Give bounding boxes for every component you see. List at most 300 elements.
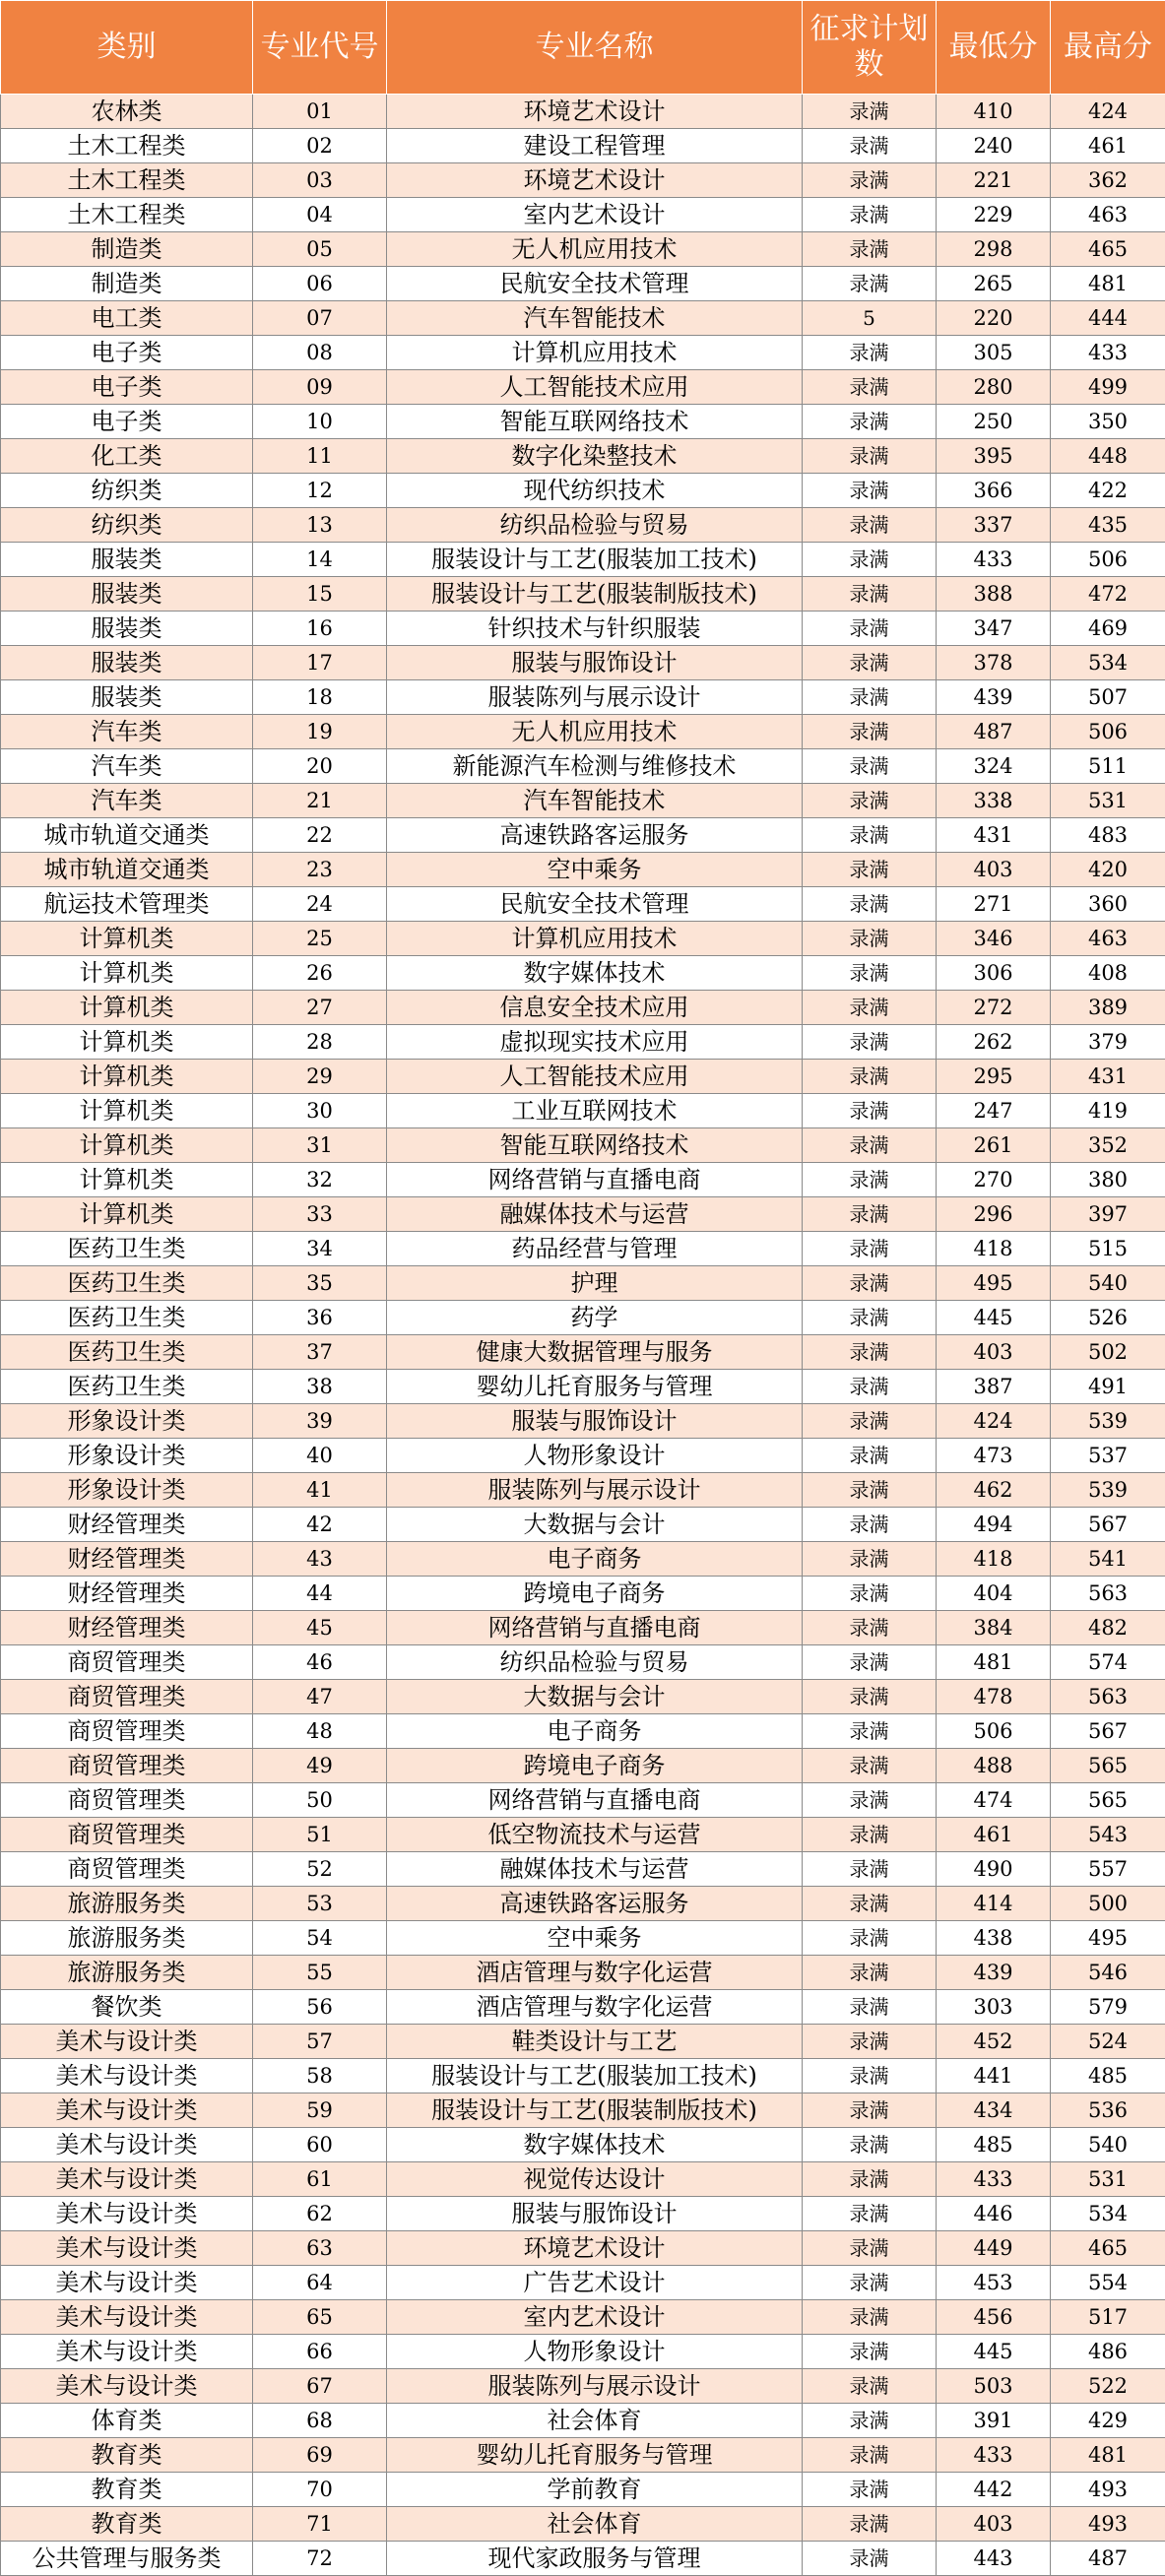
cell-major-name: 电子商务 bbox=[387, 1542, 803, 1577]
cell-major-name: 融媒体技术与运营 bbox=[387, 1852, 803, 1887]
cell-major-name: 服装陈列与展示设计 bbox=[387, 2369, 803, 2404]
cell-plan-count: 录满 bbox=[803, 1852, 937, 1887]
cell-major-code: 28 bbox=[253, 1025, 387, 1060]
cell-plan-count: 录满 bbox=[803, 1473, 937, 1508]
cell-category: 计算机类 bbox=[1, 1094, 253, 1128]
cell-major-name: 跨境电子商务 bbox=[387, 1749, 803, 1783]
table-row bbox=[1, 1370, 1165, 1404]
cell-min-score: 449 bbox=[937, 2231, 1051, 2266]
cell-min-score: 271 bbox=[937, 887, 1051, 922]
cell-category: 服装类 bbox=[1, 680, 253, 715]
cell-plan-count: 录满 bbox=[803, 1818, 937, 1852]
cell-plan-count: 录满 bbox=[803, 2093, 937, 2128]
cell-category: 计算机类 bbox=[1, 922, 253, 956]
table-row bbox=[1, 2473, 1165, 2507]
cell-plan-count: 录满 bbox=[803, 2162, 937, 2197]
cell-major-name: 纺织品检验与贸易 bbox=[387, 508, 803, 543]
table-row bbox=[1, 301, 1165, 336]
cell-major-name: 无人机应用技术 bbox=[387, 232, 803, 267]
cell-plan-count: 录满 bbox=[803, 2369, 937, 2404]
cell-major-name: 数字媒体技术 bbox=[387, 2128, 803, 2162]
cell-min-score: 433 bbox=[937, 543, 1051, 577]
cell-plan-count: 录满 bbox=[803, 2197, 937, 2231]
cell-plan-count: 录满 bbox=[803, 1956, 937, 1990]
cell-plan-count: 录满 bbox=[803, 1094, 937, 1128]
cell-plan-count: 录满 bbox=[803, 543, 937, 577]
table-row bbox=[1, 2197, 1165, 2231]
cell-category: 教育类 bbox=[1, 2473, 253, 2507]
cell-major-name: 药品经营与管理 bbox=[387, 1232, 803, 1266]
cell-major-name: 环境艺术设计 bbox=[387, 2231, 803, 2266]
cell-major-name: 电子商务 bbox=[387, 1714, 803, 1749]
cell-min-score: 503 bbox=[937, 2369, 1051, 2404]
cell-max-score: 495 bbox=[1051, 1921, 1165, 1956]
cell-category: 化工类 bbox=[1, 439, 253, 474]
cell-min-score: 247 bbox=[937, 1094, 1051, 1128]
cell-min-score: 296 bbox=[937, 1197, 1051, 1232]
cell-major-code: 02 bbox=[253, 129, 387, 163]
table-row bbox=[1, 439, 1165, 474]
cell-major-name: 护理 bbox=[387, 1266, 803, 1301]
cell-major-name: 网络营销与直播电商 bbox=[387, 1163, 803, 1197]
cell-major-code: 35 bbox=[253, 1266, 387, 1301]
cell-major-name: 广告艺术设计 bbox=[387, 2266, 803, 2300]
table-row bbox=[1, 1680, 1165, 1714]
cell-max-score: 563 bbox=[1051, 1680, 1165, 1714]
cell-plan-count: 录满 bbox=[803, 922, 937, 956]
table-row bbox=[1, 2300, 1165, 2335]
cell-plan-count: 录满 bbox=[803, 1163, 937, 1197]
cell-major-name: 现代家政服务与管理 bbox=[387, 2542, 803, 2576]
cell-major-name: 药学 bbox=[387, 1301, 803, 1335]
cell-category: 医药卫生类 bbox=[1, 1301, 253, 1335]
cell-plan-count: 录满 bbox=[803, 439, 937, 474]
cell-major-name: 酒店管理与数字化运营 bbox=[387, 1956, 803, 1990]
cell-plan-count: 录满 bbox=[803, 1060, 937, 1094]
cell-category: 美术与设计类 bbox=[1, 2025, 253, 2059]
cell-category: 电子类 bbox=[1, 370, 253, 405]
cell-category: 土木工程类 bbox=[1, 198, 253, 232]
cell-plan-count: 录满 bbox=[803, 1887, 937, 1921]
cell-plan-count: 录满 bbox=[803, 612, 937, 646]
cell-major-name: 服装设计与工艺(服装加工技术) bbox=[387, 2059, 803, 2093]
cell-max-score: 463 bbox=[1051, 922, 1165, 956]
cell-plan-count: 录满 bbox=[803, 2128, 937, 2162]
cell-min-score: 488 bbox=[937, 1749, 1051, 1783]
cell-plan-count: 录满 bbox=[803, 1370, 937, 1404]
cell-category: 纺织类 bbox=[1, 474, 253, 508]
table-row bbox=[1, 543, 1165, 577]
cell-major-code: 57 bbox=[253, 2025, 387, 2059]
cell-major-code: 13 bbox=[253, 508, 387, 543]
cell-min-score: 446 bbox=[937, 2197, 1051, 2231]
cell-category: 计算机类 bbox=[1, 1163, 253, 1197]
cell-plan-count: 录满 bbox=[803, 1301, 937, 1335]
cell-min-score: 490 bbox=[937, 1852, 1051, 1887]
cell-plan-count: 录满 bbox=[803, 163, 937, 198]
cell-major-code: 16 bbox=[253, 612, 387, 646]
cell-major-code: 65 bbox=[253, 2300, 387, 2335]
cell-min-score: 443 bbox=[937, 2542, 1051, 2576]
cell-major-name: 信息安全技术应用 bbox=[387, 991, 803, 1025]
cell-max-score: 507 bbox=[1051, 680, 1165, 715]
table-row bbox=[1, 1852, 1165, 1887]
table-row bbox=[1, 1818, 1165, 1852]
cell-major-code: 23 bbox=[253, 853, 387, 887]
cell-major-code: 12 bbox=[253, 474, 387, 508]
cell-major-name: 社会体育 bbox=[387, 2507, 803, 2542]
cell-min-score: 221 bbox=[937, 163, 1051, 198]
cell-min-score: 265 bbox=[937, 267, 1051, 301]
header-max-score: 最高分 bbox=[1051, 1, 1165, 95]
cell-major-code: 32 bbox=[253, 1163, 387, 1197]
cell-max-score: 531 bbox=[1051, 2162, 1165, 2197]
cell-min-score: 250 bbox=[937, 405, 1051, 439]
cell-major-name: 现代纺织技术 bbox=[387, 474, 803, 508]
cell-category: 医药卫生类 bbox=[1, 1335, 253, 1370]
cell-major-name: 室内艺术设计 bbox=[387, 2300, 803, 2335]
cell-max-score: 534 bbox=[1051, 2197, 1165, 2231]
cell-max-score: 482 bbox=[1051, 1611, 1165, 1645]
cell-major-name: 网络营销与直播电商 bbox=[387, 1611, 803, 1645]
cell-major-code: 29 bbox=[253, 1060, 387, 1094]
cell-major-code: 01 bbox=[253, 95, 387, 129]
cell-min-score: 445 bbox=[937, 1301, 1051, 1335]
cell-major-code: 38 bbox=[253, 1370, 387, 1404]
cell-major-code: 54 bbox=[253, 1921, 387, 1956]
cell-max-score: 419 bbox=[1051, 1094, 1165, 1128]
cell-major-code: 18 bbox=[253, 680, 387, 715]
cell-plan-count: 录满 bbox=[803, 1577, 937, 1611]
table-row bbox=[1, 2335, 1165, 2369]
cell-max-score: 546 bbox=[1051, 1956, 1165, 1990]
cell-min-score: 494 bbox=[937, 1508, 1051, 1542]
cell-major-code: 20 bbox=[253, 749, 387, 784]
table-row bbox=[1, 1232, 1165, 1266]
cell-min-score: 445 bbox=[937, 2335, 1051, 2369]
cell-plan-count: 录满 bbox=[803, 95, 937, 129]
cell-min-score: 461 bbox=[937, 1818, 1051, 1852]
cell-max-score: 487 bbox=[1051, 2542, 1165, 2576]
table-row bbox=[1, 267, 1165, 301]
cell-max-score: 565 bbox=[1051, 1783, 1165, 1818]
cell-category: 形象设计类 bbox=[1, 1439, 253, 1473]
cell-max-score: 574 bbox=[1051, 1645, 1165, 1680]
table-body bbox=[1, 95, 1165, 2576]
cell-min-score: 391 bbox=[937, 2404, 1051, 2438]
table-row bbox=[1, 680, 1165, 715]
cell-max-score: 506 bbox=[1051, 543, 1165, 577]
cell-min-score: 439 bbox=[937, 1956, 1051, 1990]
cell-major-name: 空中乘务 bbox=[387, 1921, 803, 1956]
cell-max-score: 506 bbox=[1051, 715, 1165, 749]
cell-major-name: 工业互联网技术 bbox=[387, 1094, 803, 1128]
cell-major-name: 建设工程管理 bbox=[387, 129, 803, 163]
cell-plan-count: 录满 bbox=[803, 1645, 937, 1680]
cell-major-name: 虚拟现实技术应用 bbox=[387, 1025, 803, 1060]
cell-category: 计算机类 bbox=[1, 1025, 253, 1060]
cell-plan-count: 录满 bbox=[803, 1128, 937, 1163]
cell-min-score: 303 bbox=[937, 1990, 1051, 2025]
cell-plan-count: 录满 bbox=[803, 1990, 937, 2025]
table-row bbox=[1, 887, 1165, 922]
cell-max-score: 463 bbox=[1051, 198, 1165, 232]
cell-max-score: 465 bbox=[1051, 2231, 1165, 2266]
cell-major-code: 24 bbox=[253, 887, 387, 922]
cell-max-score: 540 bbox=[1051, 2128, 1165, 2162]
cell-category: 财经管理类 bbox=[1, 1542, 253, 1577]
cell-max-score: 541 bbox=[1051, 1542, 1165, 1577]
table-row bbox=[1, 2059, 1165, 2093]
cell-max-score: 444 bbox=[1051, 301, 1165, 336]
cell-major-code: 59 bbox=[253, 2093, 387, 2128]
table-row bbox=[1, 2231, 1165, 2266]
cell-major-code: 27 bbox=[253, 991, 387, 1025]
cell-major-code: 53 bbox=[253, 1887, 387, 1921]
cell-major-code: 06 bbox=[253, 267, 387, 301]
cell-category: 纺织类 bbox=[1, 508, 253, 543]
cell-category: 商贸管理类 bbox=[1, 1818, 253, 1852]
cell-major-code: 45 bbox=[253, 1611, 387, 1645]
cell-plan-count: 录满 bbox=[803, 2266, 937, 2300]
cell-min-score: 452 bbox=[937, 2025, 1051, 2059]
cell-major-code: 10 bbox=[253, 405, 387, 439]
cell-category: 体育类 bbox=[1, 2404, 253, 2438]
cell-major-code: 68 bbox=[253, 2404, 387, 2438]
cell-min-score: 403 bbox=[937, 1335, 1051, 1370]
cell-max-score: 511 bbox=[1051, 749, 1165, 784]
table-row bbox=[1, 922, 1165, 956]
table-row bbox=[1, 1749, 1165, 1783]
cell-major-name: 跨境电子商务 bbox=[387, 1577, 803, 1611]
cell-major-code: 69 bbox=[253, 2438, 387, 2473]
cell-major-code: 43 bbox=[253, 1542, 387, 1577]
table-row bbox=[1, 370, 1165, 405]
cell-category: 城市轨道交通类 bbox=[1, 853, 253, 887]
cell-plan-count: 录满 bbox=[803, 2438, 937, 2473]
cell-max-score: 534 bbox=[1051, 646, 1165, 680]
cell-min-score: 418 bbox=[937, 1542, 1051, 1577]
cell-major-name: 人物形象设计 bbox=[387, 2335, 803, 2369]
cell-max-score: 469 bbox=[1051, 612, 1165, 646]
cell-min-score: 347 bbox=[937, 612, 1051, 646]
cell-category: 商贸管理类 bbox=[1, 1852, 253, 1887]
cell-plan-count: 录满 bbox=[803, 1611, 937, 1645]
cell-major-name: 服装陈列与展示设计 bbox=[387, 1473, 803, 1508]
cell-min-score: 424 bbox=[937, 1404, 1051, 1439]
cell-major-name: 汽车智能技术 bbox=[387, 301, 803, 336]
cell-category: 教育类 bbox=[1, 2438, 253, 2473]
cell-major-name: 人物形象设计 bbox=[387, 1439, 803, 1473]
cell-min-score: 220 bbox=[937, 301, 1051, 336]
cell-major-code: 17 bbox=[253, 646, 387, 680]
cell-max-score: 352 bbox=[1051, 1128, 1165, 1163]
cell-major-name: 大数据与会计 bbox=[387, 1680, 803, 1714]
cell-major-name: 室内艺术设计 bbox=[387, 198, 803, 232]
cell-plan-count: 录满 bbox=[803, 784, 937, 818]
header-plan-count-text: 征求计划数 bbox=[808, 12, 932, 83]
cell-plan-count: 录满 bbox=[803, 2300, 937, 2335]
cell-category: 商贸管理类 bbox=[1, 1783, 253, 1818]
cell-max-score: 526 bbox=[1051, 1301, 1165, 1335]
cell-min-score: 305 bbox=[937, 336, 1051, 370]
cell-major-name: 婴幼儿托育服务与管理 bbox=[387, 2438, 803, 2473]
cell-min-score: 439 bbox=[937, 680, 1051, 715]
table-row bbox=[1, 991, 1165, 1025]
cell-major-code: 08 bbox=[253, 336, 387, 370]
cell-plan-count: 录满 bbox=[803, 853, 937, 887]
table-row bbox=[1, 1508, 1165, 1542]
cell-category: 财经管理类 bbox=[1, 1611, 253, 1645]
cell-category: 旅游服务类 bbox=[1, 1956, 253, 1990]
cell-major-code: 33 bbox=[253, 1197, 387, 1232]
cell-max-score: 481 bbox=[1051, 2438, 1165, 2473]
cell-min-score: 306 bbox=[937, 956, 1051, 991]
cell-min-score: 262 bbox=[937, 1025, 1051, 1060]
cell-major-name: 服装与服饰设计 bbox=[387, 1404, 803, 1439]
cell-plan-count: 录满 bbox=[803, 1232, 937, 1266]
cell-major-name: 服装陈列与展示设计 bbox=[387, 680, 803, 715]
cell-category: 餐饮类 bbox=[1, 1990, 253, 2025]
cell-plan-count: 录满 bbox=[803, 198, 937, 232]
cell-major-code: 46 bbox=[253, 1645, 387, 1680]
cell-major-name: 民航安全技术管理 bbox=[387, 267, 803, 301]
cell-plan-count: 录满 bbox=[803, 267, 937, 301]
table-row bbox=[1, 1645, 1165, 1680]
cell-major-code: 60 bbox=[253, 2128, 387, 2162]
cell-major-code: 58 bbox=[253, 2059, 387, 2093]
cell-category: 汽车类 bbox=[1, 784, 253, 818]
cell-major-name: 针织技术与针织服装 bbox=[387, 612, 803, 646]
table-row bbox=[1, 1577, 1165, 1611]
table-row bbox=[1, 1404, 1165, 1439]
cell-category: 汽车类 bbox=[1, 749, 253, 784]
table-row bbox=[1, 1921, 1165, 1956]
cell-major-name: 大数据与会计 bbox=[387, 1508, 803, 1542]
cell-max-score: 485 bbox=[1051, 2059, 1165, 2093]
cell-major-name: 新能源汽车检测与维修技术 bbox=[387, 749, 803, 784]
cell-min-score: 337 bbox=[937, 508, 1051, 543]
cell-major-name: 智能互联网络技术 bbox=[387, 405, 803, 439]
header-category: 类别 bbox=[1, 1, 253, 95]
cell-major-code: 71 bbox=[253, 2507, 387, 2542]
cell-category: 城市轨道交通类 bbox=[1, 818, 253, 853]
cell-category: 服装类 bbox=[1, 577, 253, 612]
cell-max-score: 500 bbox=[1051, 1887, 1165, 1921]
table-row bbox=[1, 1163, 1165, 1197]
cell-major-name: 婴幼儿托育服务与管理 bbox=[387, 1370, 803, 1404]
cell-category: 美术与设计类 bbox=[1, 2300, 253, 2335]
cell-major-code: 48 bbox=[253, 1714, 387, 1749]
cell-max-score: 491 bbox=[1051, 1370, 1165, 1404]
cell-max-score: 433 bbox=[1051, 336, 1165, 370]
table-row bbox=[1, 1128, 1165, 1163]
cell-max-score: 397 bbox=[1051, 1197, 1165, 1232]
cell-min-score: 442 bbox=[937, 2473, 1051, 2507]
cell-max-score: 554 bbox=[1051, 2266, 1165, 2300]
table-row bbox=[1, 2404, 1165, 2438]
cell-plan-count: 录满 bbox=[803, 508, 937, 543]
table-row bbox=[1, 749, 1165, 784]
table-row bbox=[1, 1956, 1165, 1990]
cell-major-code: 51 bbox=[253, 1818, 387, 1852]
cell-plan-count: 录满 bbox=[803, 1542, 937, 1577]
cell-min-score: 295 bbox=[937, 1060, 1051, 1094]
cell-plan-count: 录满 bbox=[803, 1714, 937, 1749]
cell-major-code: 09 bbox=[253, 370, 387, 405]
table-row bbox=[1, 198, 1165, 232]
cell-min-score: 384 bbox=[937, 1611, 1051, 1645]
table-row bbox=[1, 2369, 1165, 2404]
cell-category: 农林类 bbox=[1, 95, 253, 129]
cell-major-code: 22 bbox=[253, 818, 387, 853]
cell-category: 美术与设计类 bbox=[1, 2231, 253, 2266]
cell-min-score: 433 bbox=[937, 2162, 1051, 2197]
cell-max-score: 499 bbox=[1051, 370, 1165, 405]
cell-major-code: 66 bbox=[253, 2335, 387, 2369]
cell-category: 计算机类 bbox=[1, 956, 253, 991]
cell-plan-count: 录满 bbox=[803, 2231, 937, 2266]
cell-major-name: 融媒体技术与运营 bbox=[387, 1197, 803, 1232]
cell-plan-count: 录满 bbox=[803, 680, 937, 715]
cell-major-code: 05 bbox=[253, 232, 387, 267]
cell-max-score: 350 bbox=[1051, 405, 1165, 439]
cell-major-name: 计算机应用技术 bbox=[387, 336, 803, 370]
cell-plan-count: 录满 bbox=[803, 749, 937, 784]
cell-category: 电工类 bbox=[1, 301, 253, 336]
cell-major-code: 14 bbox=[253, 543, 387, 577]
cell-major-name: 网络营销与直播电商 bbox=[387, 1783, 803, 1818]
cell-min-score: 438 bbox=[937, 1921, 1051, 1956]
cell-major-name: 环境艺术设计 bbox=[387, 95, 803, 129]
cell-max-score: 481 bbox=[1051, 267, 1165, 301]
cell-min-score: 474 bbox=[937, 1783, 1051, 1818]
cell-major-code: 44 bbox=[253, 1577, 387, 1611]
cell-plan-count: 录满 bbox=[803, 956, 937, 991]
table-header bbox=[1, 1, 1165, 95]
table-row bbox=[1, 1266, 1165, 1301]
table-row bbox=[1, 612, 1165, 646]
cell-major-name: 无人机应用技术 bbox=[387, 715, 803, 749]
cell-plan-count: 录满 bbox=[803, 370, 937, 405]
cell-major-code: 15 bbox=[253, 577, 387, 612]
cell-major-name: 智能互联网络技术 bbox=[387, 1128, 803, 1163]
cell-max-score: 557 bbox=[1051, 1852, 1165, 1887]
cell-min-score: 229 bbox=[937, 198, 1051, 232]
cell-plan-count: 录满 bbox=[803, 818, 937, 853]
table-row bbox=[1, 577, 1165, 612]
table-row bbox=[1, 163, 1165, 198]
cell-category: 商贸管理类 bbox=[1, 1680, 253, 1714]
cell-major-name: 鞋类设计与工艺 bbox=[387, 2025, 803, 2059]
cell-category: 教育类 bbox=[1, 2507, 253, 2542]
cell-major-name: 计算机应用技术 bbox=[387, 922, 803, 956]
cell-plan-count: 录满 bbox=[803, 2059, 937, 2093]
cell-max-score: 465 bbox=[1051, 232, 1165, 267]
table-row bbox=[1, 405, 1165, 439]
cell-min-score: 481 bbox=[937, 1645, 1051, 1680]
table-row bbox=[1, 474, 1165, 508]
table-row bbox=[1, 232, 1165, 267]
cell-major-code: 19 bbox=[253, 715, 387, 749]
cell-major-code: 61 bbox=[253, 2162, 387, 2197]
cell-min-score: 410 bbox=[937, 95, 1051, 129]
cell-max-score: 472 bbox=[1051, 577, 1165, 612]
table-row bbox=[1, 715, 1165, 749]
cell-plan-count: 录满 bbox=[803, 405, 937, 439]
cell-category: 服装类 bbox=[1, 612, 253, 646]
cell-major-code: 56 bbox=[253, 1990, 387, 2025]
